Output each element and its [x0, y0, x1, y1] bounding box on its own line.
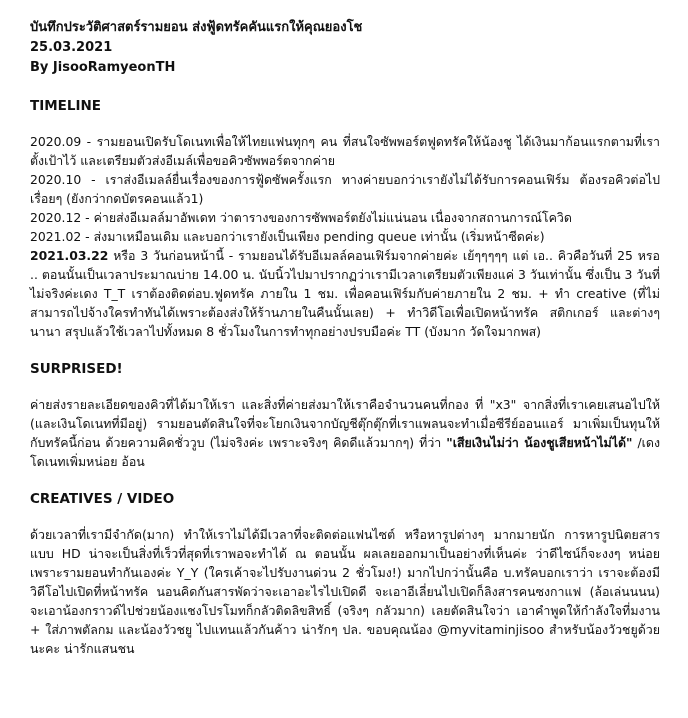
creatives-heading: CREATIVES / VIDEO — [30, 491, 175, 507]
document-date: 25.03.2021 — [30, 40, 113, 55]
timeline-item-text: หรือ 3 วันก่อนหน้านี้ - รามยอนได้รับอีเมลล์คอนเฟิร์มจากค่ายค่ะ เย้ๆๆๆๆๆ แต่ เอ.. คิวคือวันที่ 25 หรอ .. ตอนนั้นเป็นเวลาประมาณบ่าย 14.00 น. นับนิ้วไปมาปรากฏว่าเรามีเวลาเตรียมตัวเพียงแค่ 3 วันเท่านั้น ซึ่งเป็น 3 วันที่ไม่จริงค่ะเดง T_T เราต้องติดต่อบ.ฟูดทรัค ภายใน 1 ชม. เพื่อคอนเฟิร์มกับค่ายภายใน 2 ชม. + ทำ creative (ที่ไม่สามารถไปจ้างใครทำทันได้เพราะต้องส่งให้ร้านภายในคืนนั้นเลย) + ทำวิดีโอเพื่อเปิดหน้าทรัค สติกเกอร์ และต่างๆ นานา สรุปแล้วใช้เวลาไปทั้งหมด 8 ชั่วโมงในการทำทุกอย่างปรบมือค่ะ TT (บังมาก วัดใจมากพส) — [30, 248, 660, 339]
document-byline: By JisooRamyeonTH — [30, 60, 176, 75]
document-header — [30, 18, 660, 78]
timeline-item: 2020.12 - ค่ายส่งอีเมลล์มาอัพเดท ว่าตารางของการซัพพอร์ตยังไม่แน่นอน เนื่องจากสถานการณ์โควิด — [30, 210, 572, 225]
surprised-quote: "เสียเงินไม่ว่า น้องชูเสียหน้าไม่ได้" — [446, 435, 633, 450]
timeline-heading: TIMELINE — [30, 98, 102, 114]
creatives-paragraph: ด้วยเวลาที่เรามีจำกัด(มาก) ทำให้เราไม่ได้มีเวลาที่จะติดต่อแฟนไซต์ หรือหารูปต่างๆ มากมายนัก การหารูปนิตยสารแบบ HD น่าจะเป็นสิ่งที่เร็วที่สุดที่เราพอจะทำได้ ณ ตอนนั้น ผลเลยออกมาเป็นอย่างที่เห็นค่ะ ว่าดีไซน์ก็จะงงๆ หน่อย เพราะรามยอนทำกันเองค่ะ Y_Y (ใครเค้าจะไปรับงานด่วน 2 ชั่วโมง!) มากไปกว่านั้นคือ บ.ทรัคบอกเราว่า เราจะต้องมีวิดีโอไปเปิดที่หน้าทรัค นอนคิดกันสารพัดว่าจะเอาอะไรไปเปิดดี จะเอาอีเลี่ยนไปเปิดก็ลิงสารคนซงกาแฟ (ล้อเล่นนนน) จะเอาน้องกราวด์ไปช่วยน้องแชงโปรโมทก็กลัวติดลิขสิทธิ์ (จริงๆ กลัวมาก) เลยตัดสินใจว่า เอาคำพูดให้กำลังใจที่มงาน + ใส่ภาพตัลกม และน้องวัวชยู ไปแทนแล้วกันค้าว น่ารักๆ ปล. ขอบคุณน้อง @myvitaminjisoo สำหรับน้องวัวชยูด้วยนะคะ น่ารักแสนชน — [30, 527, 660, 656]
surprised-text-end: /เดงโดเนทเพิ่มหน่อย อ้อน — [30, 435, 660, 469]
timeline-list — [30, 132, 660, 341]
timeline-item: 2021.02 - ส่งมาเหมือนเดิม และบอกว่าเรายังเป็นเพียง pending queue เท่านั้น (เริ่มหน้าซีดค่ะ) — [30, 229, 545, 244]
timeline-item: 2020.10 - เราส่งอีเมลล์ยื่นเรื่องของการฟู้ดซัพครั้งแรก ทางค่ายบอกว่าเรายังไม่ได้รับการคอนเฟิร์ม ต้องรอคิวต่อไปเรื่อยๆ (ยังกว่ากดบัตรคอนแล้ว1) — [30, 172, 660, 206]
surprised-text: ค่ายส่งรายละเอียดของคิวที่ได้มาให้เรา และสิ่งที่ค่ายส่งมาให้เราคือจำนวนคนที่กอง ที่ "x3" จากสิ่งที่เราเคยเสนอไปให้ (และเงินโดเนทที่มีอยู่) รามยอนตัดสินใจที่จะโยกเงินจากบัญชีตุ๊กตุ๊กที่เราแพลนจะทำเมื่อซีรีย์ออนแอร์ มาเพิ่มเป็นทุนให้กับทรัคนี้ก่อน ด้วยความคิดชั่ววูบ (ไม่จริงค่ะ เพราะจริงๆ คิดดีแล้วมากๆ) ที่ว่า — [30, 397, 660, 450]
surprised-paragraph — [30, 395, 660, 471]
timeline-item-date: 2021.03.22 — [30, 248, 109, 263]
timeline-item — [30, 246, 660, 341]
surprised-heading: SURPRISED! — [30, 361, 123, 377]
timeline-item: 2020.09 - รามยอนเปิดรับโดเนทเพื่อให้ไทยแฟนทุกๆ คน ที่สนใจซัพพอร์ตฟูดทรัคให้น้องชู ได้เงินมาก้อนแรกตามที่เราตั้งเป้าไว้ และเตรียมตัวส่งอีเมล์เพื่อขอคิวซัพพอร์ตจากค่าย — [30, 134, 660, 168]
document-title: บันทึกประวัติศาสตร์รามยอน ส่งฟู้ดทรัคคันแรกให้คุณยองโช — [30, 20, 363, 35]
